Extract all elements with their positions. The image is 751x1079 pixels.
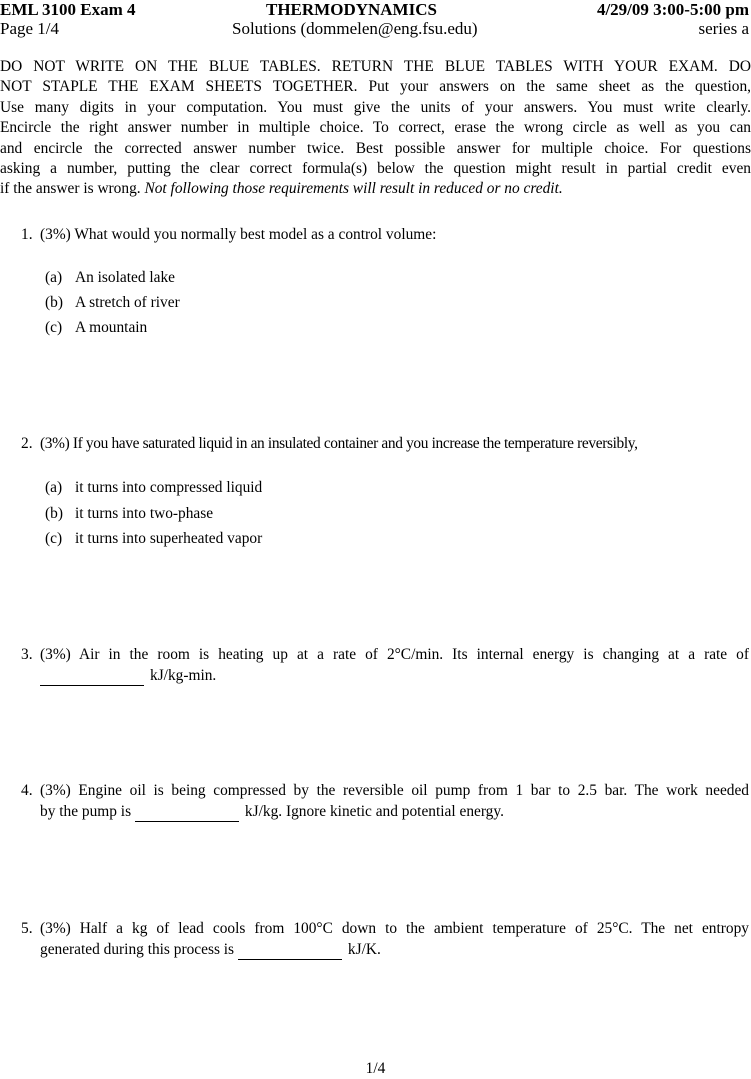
answer-line [40, 665, 749, 686]
series-label: series a [698, 19, 749, 38]
answer-blank[interactable] [135, 807, 239, 822]
question-text: (3%) Half a kg of lead cools from 100°C down to the ambient temperature of 25°C. The net entropy [40, 920, 749, 937]
instructions-warning: Not following those requirements will result in reduced or no credit. [144, 180, 563, 198]
question-number: 4. [21, 782, 33, 799]
instructions-line: DO NOT WRITE ON THE BLUE TABLES. RETURN THE BLUE TABLES WITH YOUR EXAM. DO [0, 58, 751, 75]
instructions-line-last [0, 179, 751, 199]
instructions-line: Use many digits in your computation. You must give the units of your answers. You must write clearly. [0, 98, 751, 116]
option-b[interactable] [45, 504, 213, 524]
option-text: it turns into compressed liquid [75, 479, 263, 496]
course-title: EML 3100 Exam 4 [0, 0, 136, 19]
answer-prefix: by the pump is [40, 803, 132, 821]
page-footer-number: 1/4 [365, 1060, 386, 1077]
instructions-line: asking a number, putting the clear correct formula(s) below the question might result in partial credit even [0, 160, 751, 178]
answer-line [40, 939, 749, 960]
solutions-contact: Solutions (dommelen@eng.fsu.edu) [232, 19, 478, 38]
option-label: (c) [45, 530, 63, 547]
option-c[interactable] [45, 529, 262, 549]
option-text: A stretch of river [75, 294, 180, 311]
header-row-2 [0, 19, 751, 39]
question-number: 3. [21, 646, 33, 663]
answer-prefix: generated during this process is [40, 941, 235, 959]
instructions-text: if the answer is wrong. [0, 180, 145, 198]
option-a[interactable] [45, 268, 175, 288]
question-text: (3%) Engine oil is being compressed by the reversible oil pump from 1 bar to 2.5 bar. The work needed [40, 782, 749, 799]
option-text: A mountain [75, 319, 148, 336]
question-text: (3%) What would you normally best model as a control volume: [40, 226, 437, 243]
option-b[interactable] [45, 293, 180, 313]
answer-blank[interactable] [238, 945, 342, 960]
question-stem [40, 919, 749, 961]
option-label: (a) [45, 479, 63, 496]
question-stem [40, 781, 749, 823]
option-label: (c) [45, 319, 63, 336]
answer-blank[interactable] [40, 671, 144, 686]
question-number: 2. [21, 435, 33, 452]
subject-title: THERMODYNAMICS [266, 0, 437, 19]
option-label: (a) [45, 269, 63, 286]
question-text: (3%) Air in the room is heating up at a rate of 2°C/min. Its internal energy is changing at a rate of [40, 646, 749, 663]
instructions-line: NOT STAPLE THE EXAM SHEETS TOGETHER. Put your answers on the same sheet as the question, [0, 78, 751, 96]
option-a[interactable] [45, 478, 262, 498]
instructions-line: and encircle the corrected answer number twice. Best possible answer for multiple choice. For questions [0, 139, 751, 157]
question-stem [40, 225, 749, 245]
question-number: 1. [21, 226, 33, 243]
question-stem [40, 645, 749, 687]
instructions-line: Encircle the right answer number in multiple choice. To correct, erase the wrong circle as well as you can [0, 119, 751, 137]
option-text: An isolated lake [75, 269, 176, 286]
header-row-1 [0, 0, 751, 20]
option-c[interactable] [45, 318, 147, 338]
page-indicator: Page 1/4 [0, 19, 60, 38]
exam-datetime: 4/29/09 3:00-5:00 pm [596, 0, 749, 19]
answer-units: kJ/kg. Ignore kinetic and potential energy. [244, 803, 504, 821]
instructions-paragraph [0, 57, 751, 200]
option-text: it turns into two-phase [75, 505, 214, 522]
question-stem [40, 434, 749, 454]
answer-units: kJ/kg-min. [150, 667, 217, 685]
answer-units: kJ/K. [347, 941, 381, 959]
option-label: (b) [45, 294, 63, 311]
option-text: it turns into superheated vapor [75, 530, 263, 547]
answer-line [40, 801, 749, 822]
question-number: 5. [21, 920, 33, 937]
option-label: (b) [45, 505, 63, 522]
question-text: (3%) If you have saturated liquid in an insulated container and you increase the temperature reversibly, [40, 435, 638, 452]
